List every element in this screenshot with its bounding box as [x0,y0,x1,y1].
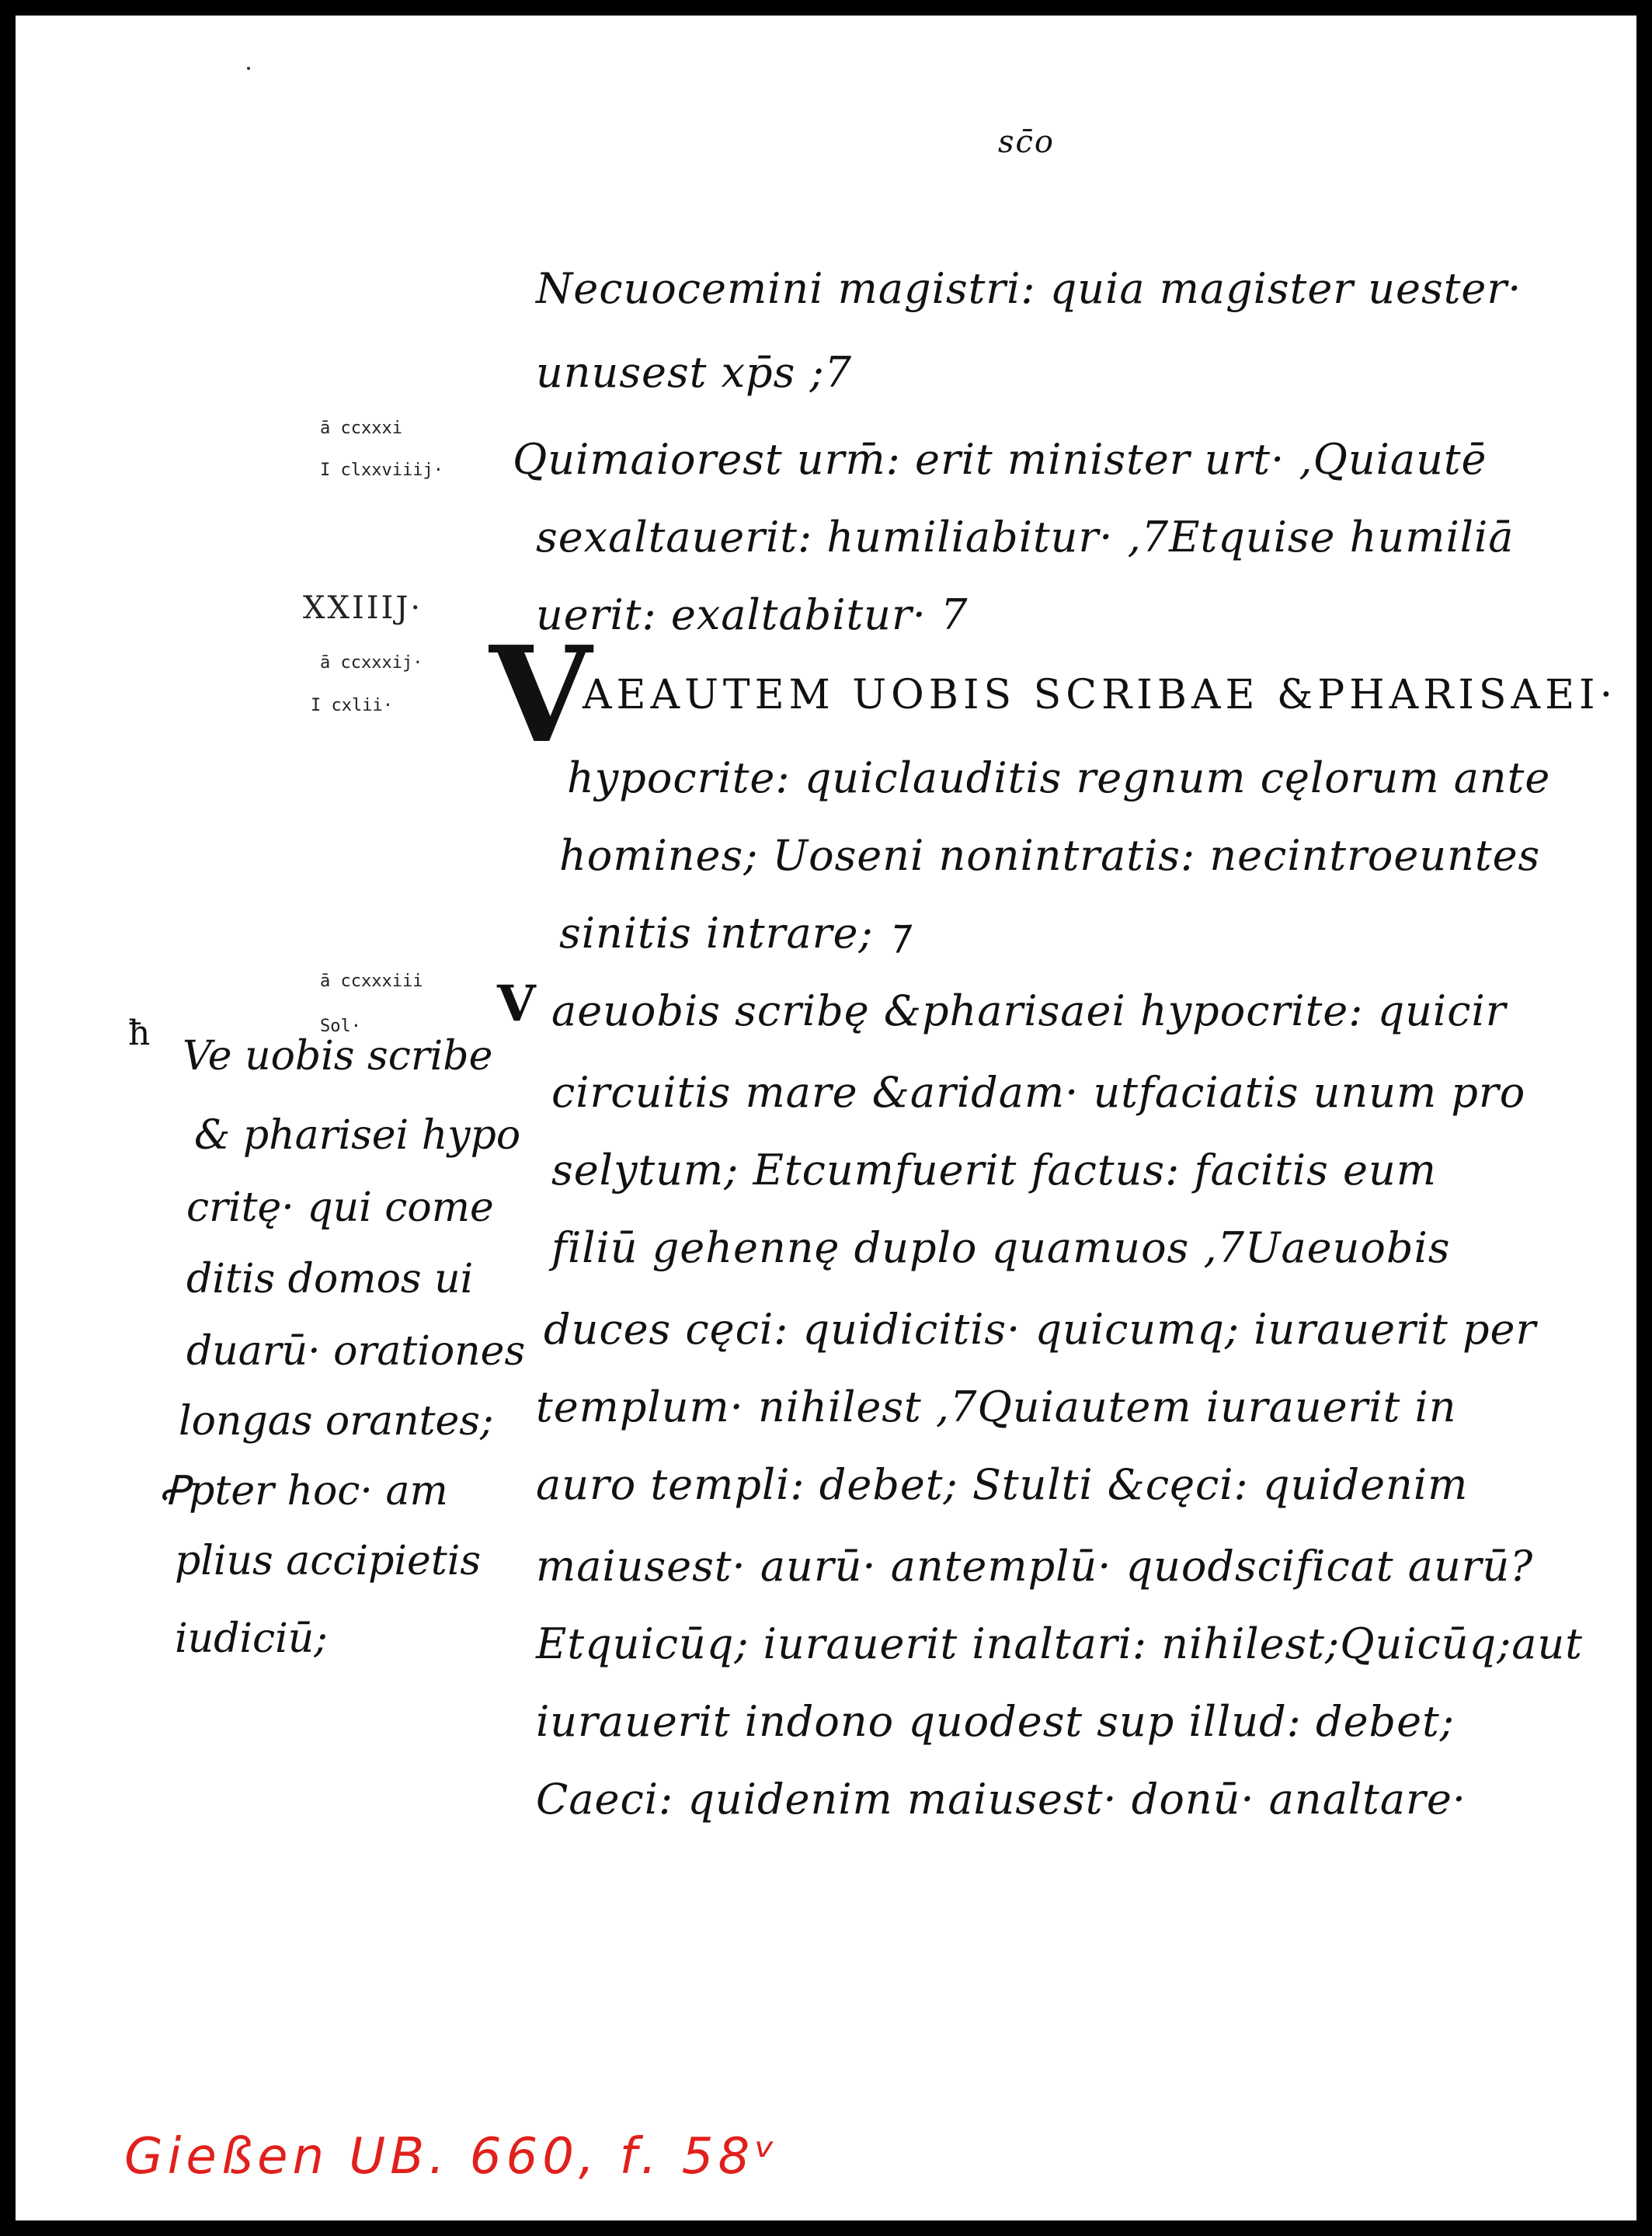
scan-speck [247,67,250,70]
text-line: duces cęci: quidicitis· quicumq; iurauerit per [544,1305,1537,1354]
gloss-line: ditis domos ui [186,1256,474,1302]
text-line: uerit: exaltabitur· 7 [536,590,969,639]
text-line: aeuobis scribę &pharisaei hypocrite: quicir [551,986,1507,1035]
text-line: sinitis intrare; ⁊ [559,909,909,958]
folio-heading: sc̄o [998,124,1056,160]
text-line: Caeci: quidenim maiusest· donū· analtare· [536,1775,1466,1824]
shelfmark-annotation: Gießen UB. 660, f. 58ᵛ [124,2128,780,2186]
gloss-line: & pharisei hypo [194,1112,521,1159]
canon-note: ā ccxxxi [320,419,402,438]
gloss-line: duarū· orationes [186,1328,526,1375]
gloss-line: Ve uobis scribe [183,1033,493,1080]
text-line: AEAUTEM UOBIS SCRIBAE &PHARISAEI· [583,672,1618,718]
text-line: maiusest· aurū· antemplū· quodscificat aurū? [536,1542,1534,1591]
text-line: hypocrite: quiclauditis regnum cęlorum ante [567,753,1551,802]
text-line: auro templi: debet; Stulti &cęci: quidenim [536,1460,1469,1509]
text-line: Quimaiorest urm̄: erit minister urt· ,Quiautē [513,435,1487,484]
gloss-line: Ꝓpter hoc· am [159,1468,448,1514]
gloss-line: critę· qui come [186,1184,494,1231]
initial-v: V [497,975,536,1033]
gloss-mark: ħ [128,1014,151,1053]
text-line: Etquicūq; iurauerit inaltari: nihilest;Quicūq;aut [536,1619,1583,1668]
text-line: filiū gehennę duplo quamuos ,7Uaeuobis [551,1223,1451,1272]
text-line: unusest xp̄s ;7 [536,348,853,397]
gloss-line: longas orantes; [179,1398,494,1445]
section-number: XXIIIJ· [303,590,423,626]
canon-note: ā ccxxxiii [320,972,423,991]
text-line: sexaltauerit: humiliabitur· ,7Etquise humiliā [536,513,1515,562]
text-line: iurauerit indono quodest sup illud: debet; [536,1697,1455,1746]
decorated-initial-v: V [489,617,592,773]
text-line: selytum; Etcumfuerit factus: facitis eum [551,1146,1437,1195]
canon-note: I clxxviiij· [320,461,443,480]
canon-note: I cxlii· [311,696,393,715]
text-line: templum· nihilest ,7Quiautem iurauerit in [536,1382,1457,1431]
text-line: homines; Uoseni nonintratis: necintroeuntes [559,831,1541,880]
text-line: circuitis mare &aridam· utfaciatis unum pro [551,1068,1526,1117]
canon-note: ā ccxxxij· [320,653,423,673]
canon-note: Sol· [320,1017,361,1036]
gloss-line: iudiciū; [175,1615,328,1662]
text-line: Necuocemini magistri: quia magister uester· [536,264,1522,313]
gloss-line: plius accipietis [175,1538,482,1584]
